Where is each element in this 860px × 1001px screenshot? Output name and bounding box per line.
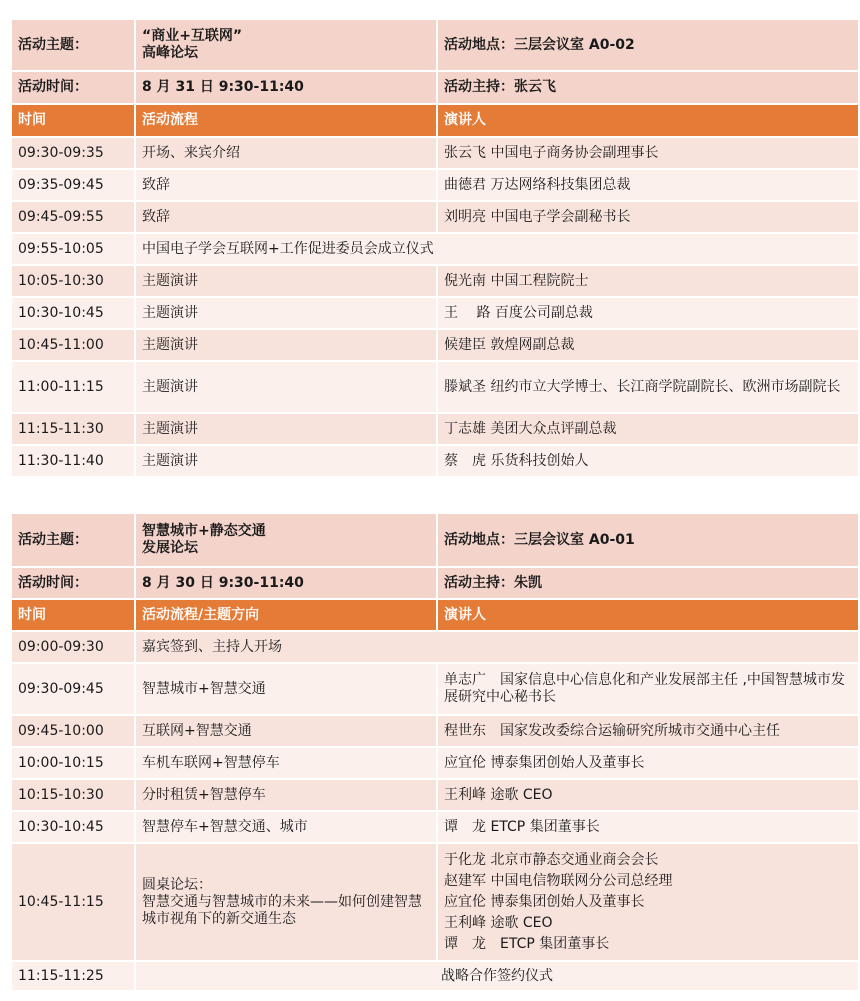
forum1-topic-value bbox=[136, 20, 438, 70]
row-item: 致辞 bbox=[136, 202, 438, 232]
row-time: 09:55-10:05 bbox=[12, 234, 136, 264]
row-item: 智慧城市+智慧交通 bbox=[136, 664, 438, 714]
row-time: 10:45-11:15 bbox=[12, 844, 136, 960]
forum2-topic-row bbox=[12, 514, 858, 568]
row-speaker: 刘明亮 中国电子学会副秘书长 bbox=[444, 208, 631, 225]
roundtable-speakers bbox=[438, 844, 858, 960]
table-row bbox=[12, 330, 858, 362]
forum1-topic-row bbox=[12, 20, 858, 72]
row-item: 主题演讲 bbox=[136, 362, 438, 412]
row-speaker: 倪光南 中国工程院院士 bbox=[444, 272, 589, 289]
row-speaker: 应宜伦 博泰集团创始人及董事长 bbox=[444, 754, 645, 771]
row-speaker: 候建臣 敦煌网副总裁 bbox=[444, 336, 575, 353]
roundtable-speaker: 谭 龙 ETCP 集团董事长 bbox=[444, 935, 610, 952]
row-speaker: 程世东 国家发改委综合运输研究所城市交通中心主任 bbox=[444, 722, 780, 739]
table-row bbox=[12, 202, 858, 234]
row-time: 10:00-10:15 bbox=[12, 748, 136, 778]
row-speaker: 蔡 虎 乐货科技创始人 bbox=[444, 452, 589, 469]
row-time: 10:45-11:00 bbox=[12, 330, 136, 360]
forum2-topic-value bbox=[136, 514, 438, 566]
forum2-location: 活动地点：三层会议室 A0-01 bbox=[444, 531, 635, 548]
row-time: 09:35-09:45 bbox=[12, 170, 136, 200]
forum2-topic-label: 活动主题： bbox=[12, 514, 136, 566]
table-row bbox=[12, 632, 858, 664]
forum1-topic-line1: “商业+互联网” bbox=[142, 28, 243, 44]
row-speaker: 滕斌圣 纽约市立大学博士、长江商学院副院长、欧洲市场副院长 bbox=[444, 378, 841, 395]
row-time: 09:45-09:55 bbox=[12, 202, 136, 232]
table-row bbox=[12, 170, 858, 202]
closing-row bbox=[12, 962, 858, 992]
roundtable-speaker: 赵建军 中国电信物联网分公司总经理 bbox=[444, 872, 673, 889]
forum1-time-value: 8 月 31 日 9:30-11:40 bbox=[136, 72, 438, 103]
row-item: 车机车联网+智慧停车 bbox=[136, 748, 438, 778]
row-time: 11:00-11:15 bbox=[12, 362, 136, 412]
row-speaker: 王 路 百度公司副总裁 bbox=[444, 304, 593, 321]
row-time: 09:45-10:00 bbox=[12, 716, 136, 746]
roundtable-speaker: 应宜伦 博泰集团创始人及董事长 bbox=[444, 893, 645, 910]
forum2-time-row bbox=[12, 568, 858, 600]
forum2-header-item: 活动流程/主题方向 bbox=[136, 600, 438, 630]
row-speaker: 张云飞 中国电子商务协会副理事长 bbox=[444, 144, 659, 161]
table-row bbox=[12, 138, 858, 170]
row-item: 互联网+智慧交通 bbox=[136, 716, 438, 746]
row-speaker: 丁志雄 美团大众点评副总裁 bbox=[444, 420, 617, 437]
row-speaker: 曲德君 万达网络科技集团总裁 bbox=[444, 176, 631, 193]
row-item: 嘉宾签到、主持人开场 bbox=[142, 638, 282, 655]
row-time: 10:15-10:30 bbox=[12, 780, 136, 810]
table-row bbox=[12, 266, 858, 298]
forum2-column-header bbox=[12, 600, 858, 632]
table-row bbox=[12, 716, 858, 748]
row-time: 09:30-09:35 bbox=[12, 138, 136, 168]
forum2-time-value: 8 月 30 日 9:30-11:40 bbox=[136, 568, 438, 598]
forum1-time-label: 活动时间： bbox=[12, 72, 136, 103]
row-time: 10:30-10:45 bbox=[12, 812, 136, 842]
roundtable-row bbox=[12, 844, 858, 962]
roundtable-item bbox=[136, 844, 438, 960]
roundtable-speaker: 于化龙 北京市静态交通业商会会长 bbox=[444, 851, 659, 868]
row-time: 09:00-09:30 bbox=[12, 632, 136, 662]
row-time: 11:15-11:25 bbox=[12, 962, 136, 990]
table-row bbox=[12, 234, 858, 266]
row-time: 11:30-11:40 bbox=[12, 446, 136, 476]
forum1-header-time: 时间 bbox=[12, 105, 136, 136]
table-row bbox=[12, 780, 858, 812]
row-item: 主题演讲 bbox=[136, 298, 438, 328]
forum1-time-row bbox=[12, 72, 858, 105]
table-row bbox=[12, 446, 858, 478]
table-row bbox=[12, 414, 858, 446]
table-row bbox=[12, 362, 858, 414]
table-row bbox=[12, 664, 858, 716]
row-item: 开场、来宾介绍 bbox=[136, 138, 438, 168]
roundtable-topic: 智慧交通与智慧城市的未来——如何创建智慧城市视角下的新交通生态 bbox=[142, 893, 422, 927]
table-row bbox=[12, 812, 858, 844]
row-speaker: 单志广 国家信息中心信息化和产业发展部主任 ,中国智慧城市发展研究中心秘书长 bbox=[444, 672, 845, 705]
row-item: 致辞 bbox=[136, 170, 438, 200]
row-item: 智慧停车+智慧交通、城市 bbox=[136, 812, 438, 842]
forum1-location: 活动地点：三层会议室 A0-02 bbox=[444, 36, 635, 53]
forum1-column-header bbox=[12, 105, 858, 138]
row-speaker: 王利峰 途歌 CEO bbox=[444, 786, 553, 803]
row-item: 主题演讲 bbox=[136, 446, 438, 476]
forum1-topic-line2: 高峰论坛 bbox=[142, 45, 198, 61]
forum2-header-speaker: 演讲人 bbox=[444, 606, 486, 623]
table-row bbox=[12, 298, 858, 330]
roundtable-speaker: 王利峰 途歌 CEO bbox=[444, 914, 553, 931]
forum1-host: 活动主持：张云飞 bbox=[444, 79, 556, 95]
forum1-topic-label: 活动主题： bbox=[12, 20, 136, 70]
row-item: 主题演讲 bbox=[136, 414, 438, 444]
forum2-topic-line2: 发展论坛 bbox=[142, 540, 198, 556]
row-time: 10:30-10:45 bbox=[12, 298, 136, 328]
row-time: 09:30-09:45 bbox=[12, 664, 136, 714]
row-time: 11:15-11:30 bbox=[12, 414, 136, 444]
forum2-header-time: 时间 bbox=[12, 600, 136, 630]
forum2-table bbox=[12, 514, 858, 992]
row-item: 分时租赁+智慧停车 bbox=[136, 780, 438, 810]
forum1-header-item: 活动流程 bbox=[136, 105, 438, 136]
row-item: 中国电子学会互联网+工作促进委员会成立仪式 bbox=[142, 240, 434, 257]
row-time: 10:05-10:30 bbox=[12, 266, 136, 296]
row-speaker: 谭 龙 ETCP 集团董事长 bbox=[444, 818, 600, 835]
table-row bbox=[12, 748, 858, 780]
row-item: 主题演讲 bbox=[136, 266, 438, 296]
forum1-table bbox=[12, 20, 858, 478]
closing-item: 战略合作签约仪式 bbox=[441, 967, 553, 984]
row-item: 主题演讲 bbox=[136, 330, 438, 360]
forum2-time-label: 活动时间： bbox=[12, 568, 136, 598]
forum1-header-speaker: 演讲人 bbox=[444, 112, 486, 128]
roundtable-title: 圆桌论坛： bbox=[142, 876, 212, 893]
forum2-topic-line1: 智慧城市+静态交通 bbox=[142, 523, 266, 539]
forum2-host: 活动主持：朱凯 bbox=[444, 574, 542, 591]
